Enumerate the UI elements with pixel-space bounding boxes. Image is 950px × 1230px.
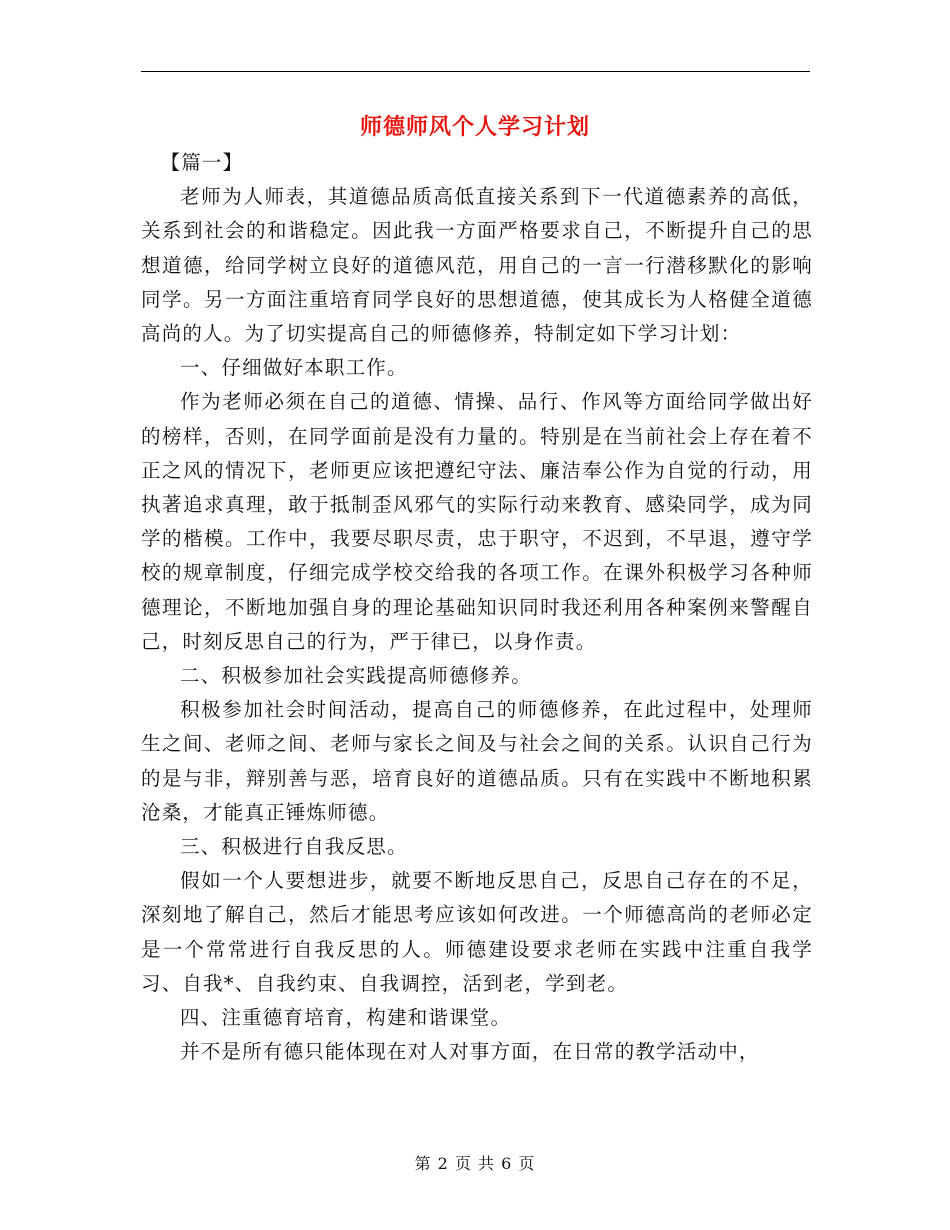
paragraph-item-2: 积极参加社会时间活动，提高自己的师德修养，在此过程中，处理师生之间、老师之间、老师与家长之间及与社会之间的关系。认识自己行为的是与非，辩别善与恶，培育良好的道德品质。只有在实践中不断地积累沧桑，才能真正锤炼师德。 — [141, 698, 813, 824]
heading-item-1: 一、仔细做好本职工作。 — [180, 356, 408, 380]
section-label: 【篇一】 — [160, 151, 244, 174]
paragraph-item-1: 作为老师必须在自己的道德、情操、品行、作风等方面给同学做出好的榜样，否则，在同学面前是没有力量的。特别是在当前社会上存在着不正之风的情况下，老师更应该把遵纪守法、廉洁奉公作为自觉的行动，用执著追求真理，敢于抵制歪风邪气的实际行动来教育、感染同学，成为同学的楷模。工作中，我要尽职尽责，忠于职守，不迟到，不早退，遵守学校的规章制度，仔细完成学校交给我的各项工作。在课外积极学习各种师德理论，不断地加强自身的理论基础知识同时我还利用各种案例来警醒自己，时刻反思自己的行为，严于律已，以身作责。 — [141, 390, 813, 653]
document-body — [141, 146, 813, 1069]
header-rule — [141, 71, 810, 72]
heading-item-2: 二、积极参加社会实践提高师德修养。 — [180, 664, 532, 688]
paragraph-item-4: 并不是所有德只能体现在对人对事方面，在日常的教学活动中， — [180, 1040, 760, 1064]
paragraph-item-3: 假如一个人要想进步，就要不断地反思自己，反思自己存在的不足，深刻地了解自己，然后才能思考应该如何改进。一个师德高尚的老师必定是一个常常进行自我反思的人。师德建设要求老师在实践中注重自我学习、自我*、自我约束、自我调控，活到老，学到老。 — [141, 869, 813, 995]
document-title: 师德师风个人学习计划 — [359, 114, 590, 140]
paragraph-intro: 老师为人师表，其道德品质高低直接关系到下一代道德素养的高低，关系到社会的和谐稳定。因此我一方面严格要求自己，不断提升自己的思想道德，给同学树立良好的道德风范，用自己的一言一行潜移默化的影响同学。另一方面注重培育同学良好的思想道德，使其成长为人格健全道德高尚的人。为了切实提高自己的师德修养，特制定如下学习计划： — [141, 185, 813, 346]
heading-item-3: 三、积极进行自我反思。 — [180, 835, 408, 859]
heading-item-4: 四、注重德育培育，构建和谐课堂。 — [180, 1006, 512, 1030]
page-number: 第 2 页 共 6 页 — [414, 1154, 536, 1173]
